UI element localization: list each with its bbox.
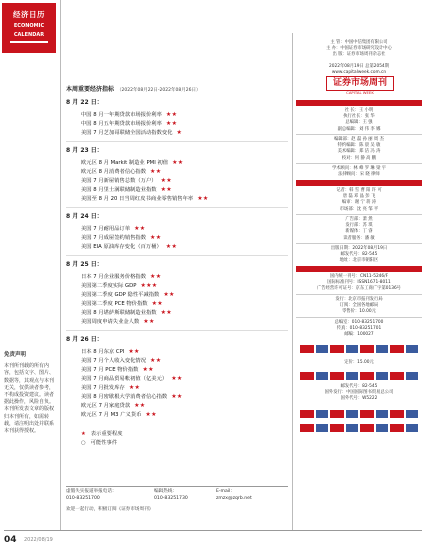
email-label: E-mail： xyxy=(216,489,235,494)
indicator-name: 美国 7 月个人收入变化情况 xyxy=(81,358,147,364)
masthead-divider xyxy=(296,294,422,295)
editorial-leadership-line: 社 长：王 小明 xyxy=(344,108,374,113)
reporters-line: 市场部：沈 亮 邹 平 xyxy=(339,206,379,212)
distribution-info-line: 零售价：10.00元 xyxy=(342,309,376,315)
day-heading: 8 月 25 日： xyxy=(66,261,103,268)
publication-details-line: 地址：北京市朝阳区 xyxy=(339,258,379,264)
indicator-name: 美国周度申请失业金人数 xyxy=(81,319,140,325)
day-divider xyxy=(66,255,288,256)
importance-stars: ★★ xyxy=(134,402,146,409)
masthead-divider xyxy=(296,134,422,135)
indicator-item xyxy=(81,128,182,136)
departments-line: 广告部：萧 然 xyxy=(345,217,373,222)
importance-stars: ★★ xyxy=(160,309,172,316)
masthead-divider xyxy=(296,243,422,244)
hotline-value: 010-83251700 xyxy=(66,495,100,501)
advisors-line: 法律顾问：宋 晓 律师 xyxy=(338,172,380,178)
importance-stars: ★★ xyxy=(171,393,183,400)
legend-text: 表示重要程度 xyxy=(90,431,123,437)
indicator-name: 美国第二季度实际 GDP xyxy=(81,283,137,289)
indicator-item xyxy=(81,347,140,355)
email-value[interactable]: zmzx@zqrb.net xyxy=(216,495,252,501)
advisors xyxy=(296,166,422,178)
registration-info-line: 国内统一刊号：CN11-5246/F xyxy=(329,274,389,279)
circle-icon: ○ xyxy=(81,440,86,446)
disclaimer-body: 本刊所刊载的所有内容，包括文字、图片、数据等，其观点与本刊无关，仅供读者参考，不构成投资建议。读者据此操作，风险自负。本刊所发表文章的版权归本刊所有，如需转载，请注明出处并联系本刊获得授权。 xyxy=(4,363,55,435)
footer-divider xyxy=(4,530,422,531)
day-divider xyxy=(66,141,288,142)
importance-stars: ★★ xyxy=(160,186,172,193)
importance-stars: ★★ xyxy=(150,357,162,364)
importance-stars: ★★★ xyxy=(140,282,158,289)
hotline-label: 虚假失实报道举报电话： xyxy=(66,489,117,494)
day-heading: 8 月 22 日： xyxy=(66,99,103,106)
issue-date: 2022/08/19 xyxy=(24,537,53,543)
indicator-name: 美国 8 月密歇根大学消费者信心指数 xyxy=(81,394,168,400)
editorial-leadership xyxy=(296,108,422,133)
indicator-name: 美国 EIA 原油库存变化（百万桶） xyxy=(81,244,162,250)
indicator-name: 日本 7 月企业服务价格指数 xyxy=(81,274,147,280)
indicator-name: 美国第二季度 GDP 隐性平减指数 xyxy=(81,292,160,298)
contact-office xyxy=(296,320,422,339)
importance-stars: ★★ xyxy=(145,411,157,418)
indicator-item xyxy=(81,185,172,193)
indicator-name: 中国 8 月五年期贷款市场报价利率 xyxy=(81,121,162,127)
calendar-title-text: 本周重要经济指标 xyxy=(66,86,115,93)
publication-details-line: 出版日期：2022年08月19日 xyxy=(330,246,388,251)
sponsor-logos xyxy=(300,345,418,353)
departments-line: 新媒体：丁 睿 xyxy=(345,229,373,235)
importance-stars: ★★ xyxy=(171,375,183,382)
contact-divider xyxy=(66,486,288,487)
importance-stars: ★★ xyxy=(197,195,209,202)
indicator-name: 美国 7 月新屋销售总数（万户） xyxy=(81,178,157,184)
importance-stars: ★★ xyxy=(165,243,178,250)
indicator-name: 欧元区 7 月家庭贷款 xyxy=(81,403,131,409)
day-divider xyxy=(66,330,288,331)
registration-info-line: 国际标准刊号：ISSN1671-8011 xyxy=(327,280,391,286)
overseas-distribution xyxy=(296,384,422,403)
publisher-info-line: 主 管：中国中信集团有限公司 xyxy=(330,40,388,45)
indicator-item xyxy=(81,356,161,364)
indicator-name: 美国 8 月里士满联储制造业指数 xyxy=(81,187,157,193)
subscription-note: 欢迎一起行动，积极订阅《证券市场周刊》 xyxy=(66,507,154,512)
indicator-item xyxy=(81,281,157,289)
economic-calendar-badge xyxy=(2,3,56,53)
magazine-logo-sub: CAPITAL WEEK xyxy=(346,90,374,95)
indicator-name: 美国 7 月耐用品订单 xyxy=(81,226,131,232)
page-number: 04 xyxy=(4,535,17,545)
legend-item xyxy=(81,429,123,437)
star-icon: ★ xyxy=(81,431,86,437)
indicator-item xyxy=(81,194,209,202)
indicator-item xyxy=(81,224,145,232)
rail-divider xyxy=(60,0,61,530)
editorial-staff-line: 校对：何 静 高 鹏 xyxy=(341,155,377,161)
contact-office-line: 传真：010-83251701 xyxy=(336,326,382,332)
importance-stars: ★★ xyxy=(151,300,163,307)
indicator-item xyxy=(81,383,140,391)
importance-stars: ★★ xyxy=(128,348,140,355)
importance-stars: ★★ xyxy=(150,234,162,241)
distribution-info xyxy=(296,297,422,316)
indicator-item xyxy=(81,392,183,400)
editorial-leadership-line: 执行社长：张 华 xyxy=(343,114,375,120)
left-rail xyxy=(0,0,62,552)
indicator-item xyxy=(81,374,183,382)
importance-stars: ★★ xyxy=(150,273,162,280)
indicator-item xyxy=(81,401,145,409)
badge-subtitle-2: CALENDAR xyxy=(13,32,45,38)
editor-hotline-block xyxy=(154,489,224,502)
importance-stars: ★★ xyxy=(150,168,162,175)
legend-text: 可能性事件 xyxy=(90,440,118,446)
disclaimer-title: 免责声明 xyxy=(4,352,27,358)
day-heading: 8 月 23 日： xyxy=(66,147,103,154)
indicator-item xyxy=(81,308,172,316)
column-divider xyxy=(292,33,293,530)
masthead-divider xyxy=(296,214,422,215)
importance-stars: ★★ xyxy=(163,291,175,298)
indicator-name: 日本 8 月东京 CPI xyxy=(81,349,125,355)
distribution-info-line: 订阅：全国各地邮局 xyxy=(339,303,379,309)
importance-stars: ★★ xyxy=(165,120,178,127)
sponsor-logos xyxy=(300,410,418,418)
sponsor-logos xyxy=(300,424,418,432)
indicator-item xyxy=(81,365,154,373)
reporters-line: 记者：韩 雪 曹 阳 许 可 xyxy=(336,188,382,193)
magazine-logo: 证券市场周刊 xyxy=(326,76,394,91)
publication-details-line: 邮发代号：82-545 xyxy=(340,252,378,258)
contact-office-line: 邮编：100027 xyxy=(344,332,374,338)
disclaimer xyxy=(4,352,58,435)
indicator-name: 美国 7 月成屋签约销售指数 xyxy=(81,235,147,241)
indicator-name: 美国至 8 月 20 日当周红皮书商业零售销售年率 xyxy=(81,196,194,202)
calendar-date-range: （2022年08月22日-2022年08月26日） xyxy=(117,88,201,93)
indicator-item xyxy=(81,299,163,307)
hotline-block xyxy=(66,489,146,502)
indicator-name: 美国 7 月商品贸易帐初值（亿美元） xyxy=(81,376,168,382)
publisher-info-line: 主 办：中国证券市场研究设计中心 xyxy=(326,46,392,52)
editorial-staff xyxy=(296,137,422,162)
departments xyxy=(296,217,422,242)
importance-stars: ★★ xyxy=(165,111,178,118)
indicator-item xyxy=(81,110,177,118)
editor-hotline-value: 010-83251730 xyxy=(154,495,188,501)
issue-info: 2022年08月19日 总第2054期 xyxy=(329,64,389,69)
importance-stars: ★★ xyxy=(172,159,184,166)
editor-hotline-label: 编辑热线： xyxy=(154,489,177,494)
indicator-item xyxy=(81,290,175,298)
masthead-divider xyxy=(296,317,422,318)
editorial-leadership-line: 副总编辑：刘 伟 李 娜 xyxy=(337,126,381,132)
day-heading: 8 月 24 日： xyxy=(66,213,103,220)
indicator-name: 中国 8 月一年期贷款市场报价利率 xyxy=(81,112,162,118)
indicator-item xyxy=(81,233,161,241)
reporters-line: 唐 磊 邓 晶 彭 飞 xyxy=(342,194,376,200)
registration-info-line: 广告经营许可证号：京东工商广字第0136号 xyxy=(317,286,401,292)
indicator-item xyxy=(81,176,172,184)
indicator-item xyxy=(81,272,161,280)
publisher-info-line: 出 版：证券市场周刊杂志社 xyxy=(332,52,386,58)
badge-subtitle-1: ECONOMIC xyxy=(13,23,45,29)
overseas-distribution-line: 国外发行：中国国际图书贸易总公司 xyxy=(324,390,394,396)
distribution-info-line: 发行：北京市报刊发行局 xyxy=(335,297,383,302)
legend-item xyxy=(81,438,117,446)
indicator-name: 美国第二季度 PCE 物价指数 xyxy=(81,301,148,307)
departments-line: 读者服务：潘 敏 xyxy=(343,235,375,241)
indicator-name: 欧元区 7 月 M3 广义货币 xyxy=(81,412,142,418)
contact-office-line: 总编室：010-83251700 xyxy=(334,320,384,325)
indicator-name: 美国 7 月批发库存 xyxy=(81,385,125,391)
indicator-name: 美国 7 月芝加哥联储全国活动指数变化 xyxy=(81,130,173,136)
badge-divider xyxy=(10,41,48,43)
overseas-distribution-line: 邮发代号：82-545 xyxy=(340,384,378,389)
editorial-leadership-line: 总编辑：王 强 xyxy=(345,120,373,126)
importance-stars: ★★ xyxy=(134,225,146,232)
importance-stars: ★★ xyxy=(160,177,172,184)
reporters xyxy=(296,188,422,213)
indicator-item xyxy=(81,317,155,325)
indicator-name: 美国 7 月 PCE 物价指数 xyxy=(81,367,139,373)
importance-stars: ★★ xyxy=(128,384,141,391)
section-bar xyxy=(296,100,422,106)
publisher-info xyxy=(296,40,422,59)
indicator-name: 欧元区 8 月消费者信心指数 xyxy=(81,169,147,175)
indicator-item xyxy=(81,242,177,250)
day-divider xyxy=(66,207,288,208)
editorial-staff-line: 美术编辑：郑 洁 冯 涛 xyxy=(337,149,381,155)
indicator-name: 美国 8 月堪萨斯联储制造业指数 xyxy=(81,310,157,316)
calendar-title xyxy=(66,84,200,93)
price: 定价：15.00元 xyxy=(344,360,374,365)
editorial-staff-line: 特约编辑：陈 晨 吴 敏 xyxy=(337,143,381,149)
section-bar xyxy=(296,180,422,186)
indicator-item xyxy=(81,158,183,166)
importance-stars: ★★ xyxy=(143,318,155,325)
badge-title: 经济日历 xyxy=(13,10,45,19)
email-block xyxy=(216,489,286,502)
departments-line: 发行部：苏 琪 xyxy=(345,223,373,229)
advisors-line: 学术顾问：林 峰 罗 琳 梁 宇 xyxy=(331,166,387,171)
indicator-item xyxy=(81,410,157,418)
importance-stars: ★ xyxy=(176,129,183,136)
indicator-name: 欧元区 8 月 Markit 制造业 PMI 初值 xyxy=(81,160,169,166)
importance-stars: ★★ xyxy=(142,366,154,373)
registration-info xyxy=(296,274,422,293)
section-bar xyxy=(296,266,422,272)
indicator-item xyxy=(81,119,177,127)
masthead-divider xyxy=(296,163,422,164)
publication-details xyxy=(296,246,422,265)
day-heading: 8 月 26 日： xyxy=(66,336,103,343)
sponsor-logos xyxy=(300,372,418,380)
reporters-line: 编审：谢 宁 蒋 涛 xyxy=(341,200,377,206)
overseas-distribution-line: 国外代号：W5222 xyxy=(340,396,378,402)
editorial-staff-line: 编辑部：赵 磊 孙 丽 周 杰 xyxy=(334,137,384,142)
indicator-item xyxy=(81,167,161,175)
website-link: www.capitalweek.com.cn xyxy=(331,70,387,75)
